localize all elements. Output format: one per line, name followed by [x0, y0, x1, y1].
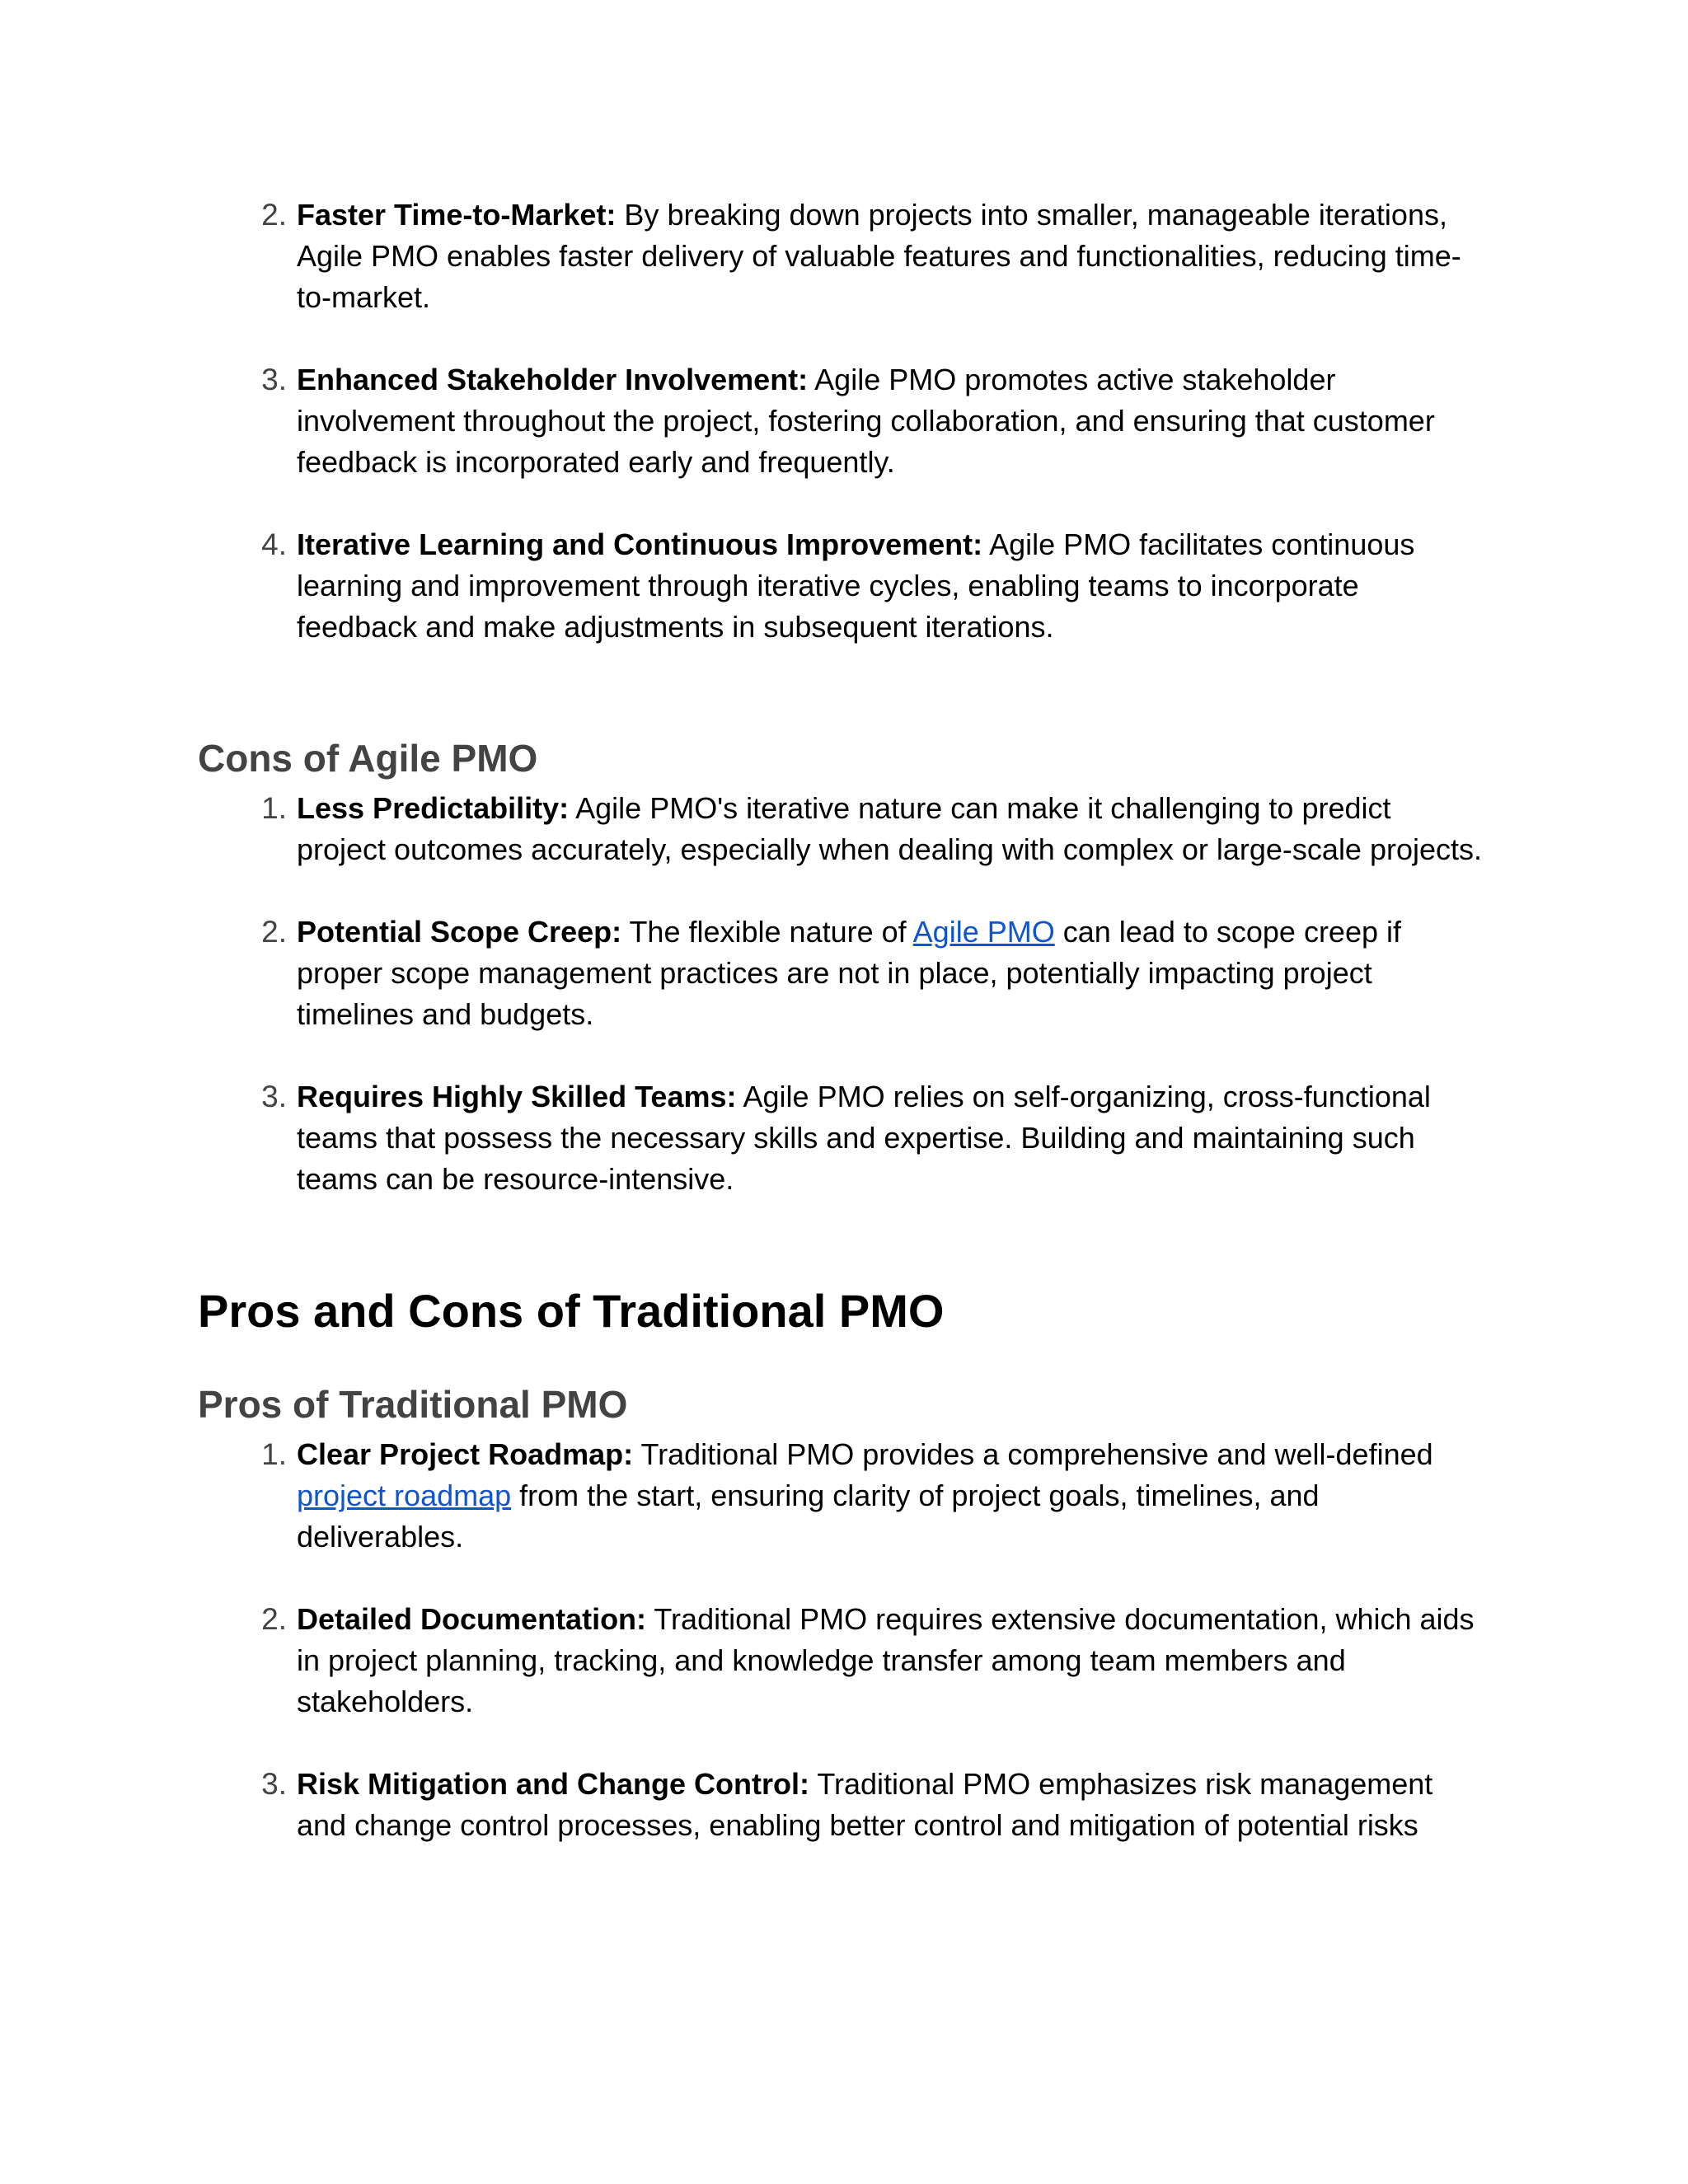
list-text: Agile PMO facilitates continuous learning and improvement through iterative cycles, enabling teams to incorporate feedback and make adjustments in subsequent iterations. [297, 527, 1415, 644]
list-item [198, 1076, 1484, 1200]
list-item [198, 194, 1484, 318]
list-term: Iterative Learning and Continuous Improvement: [297, 527, 983, 561]
list-number: 2. [261, 915, 287, 949]
list-item [198, 1764, 1484, 1846]
list-text: By breaking down projects into smaller, manageable iterations, Agile PMO enables faster delivery of valuable features and functionalities, reducing time-to-market. [297, 198, 1461, 314]
list-text: Traditional PMO emphasizes risk management and change control processes, enabling better control and mitigation of potential risks [297, 1767, 1433, 1842]
list-text: from the start, ensuring clarity of project goals, timelines, and deliverables. [297, 1479, 1320, 1554]
agile-pros-list [198, 194, 1484, 648]
document-content [198, 194, 1484, 1846]
list-term: Potential Scope Creep: [297, 915, 622, 949]
list-term: Faster Time-to-Market: [297, 198, 617, 232]
agile-pmo-link[interactable]: Agile PMO [912, 915, 1055, 949]
project-roadmap-link[interactable]: project roadmap [297, 1479, 512, 1512]
list-term: Risk Mitigation and Change Control: [297, 1767, 809, 1801]
list-text: Agile PMO relies on self-organizing, cross-functional teams that possess the necessary skills and expertise. Building and maintaining such teams can be resource-intensive. [297, 1080, 1431, 1196]
list-item [198, 524, 1484, 648]
list-number: 3. [261, 363, 287, 396]
list-number: 1. [261, 1437, 287, 1471]
list-number: 3. [261, 1080, 287, 1113]
cons-agile-heading: Cons of Agile PMO [198, 737, 538, 780]
list-number: 3. [261, 1767, 287, 1801]
list-item [198, 1434, 1484, 1558]
list-text: The flexible nature of [621, 915, 913, 949]
list-text: Traditional PMO requires extensive documentation, which aids in project planning, tracking, and knowledge transfer among team members and stakeholders. [297, 1602, 1475, 1718]
list-number: 4. [261, 527, 287, 561]
list-term: Less Predictability: [297, 791, 570, 825]
list-number: 2. [261, 198, 287, 232]
list-item [198, 359, 1484, 483]
list-term: Enhanced Stakeholder Involvement: [297, 363, 809, 396]
list-text: can lead to scope creep if proper scope management practices are not in place, potentially impacting project timelines and budgets. [297, 915, 1401, 1031]
list-term: Clear Project Roadmap: [297, 1437, 634, 1471]
list-item [198, 912, 1484, 1035]
traditional-section-heading: Pros and Cons of Traditional PMO [198, 1285, 945, 1337]
list-item [198, 1599, 1484, 1722]
list-term: Requires Highly Skilled Teams: [297, 1080, 737, 1113]
list-number: 2. [261, 1602, 287, 1636]
list-item [198, 788, 1484, 870]
list-term: Detailed Documentation: [297, 1602, 647, 1636]
list-text: Agile PMO's iterative nature can make it challenging to predict project outcomes accurately, especially when dealing with complex or large-scale projects. [297, 791, 1483, 866]
list-number: 1. [261, 791, 287, 825]
list-text: Traditional PMO provides a comprehensive and well-defined [633, 1437, 1433, 1471]
list-text: Agile PMO promotes active stakeholder involvement throughout the project, fostering collaboration, and ensuring that customer feedback is incorporated early and frequently. [297, 363, 1435, 479]
agile-cons-list [198, 788, 1484, 1200]
traditional-pros-list [198, 1434, 1484, 1846]
pros-traditional-heading: Pros of Traditional PMO [198, 1383, 628, 1426]
